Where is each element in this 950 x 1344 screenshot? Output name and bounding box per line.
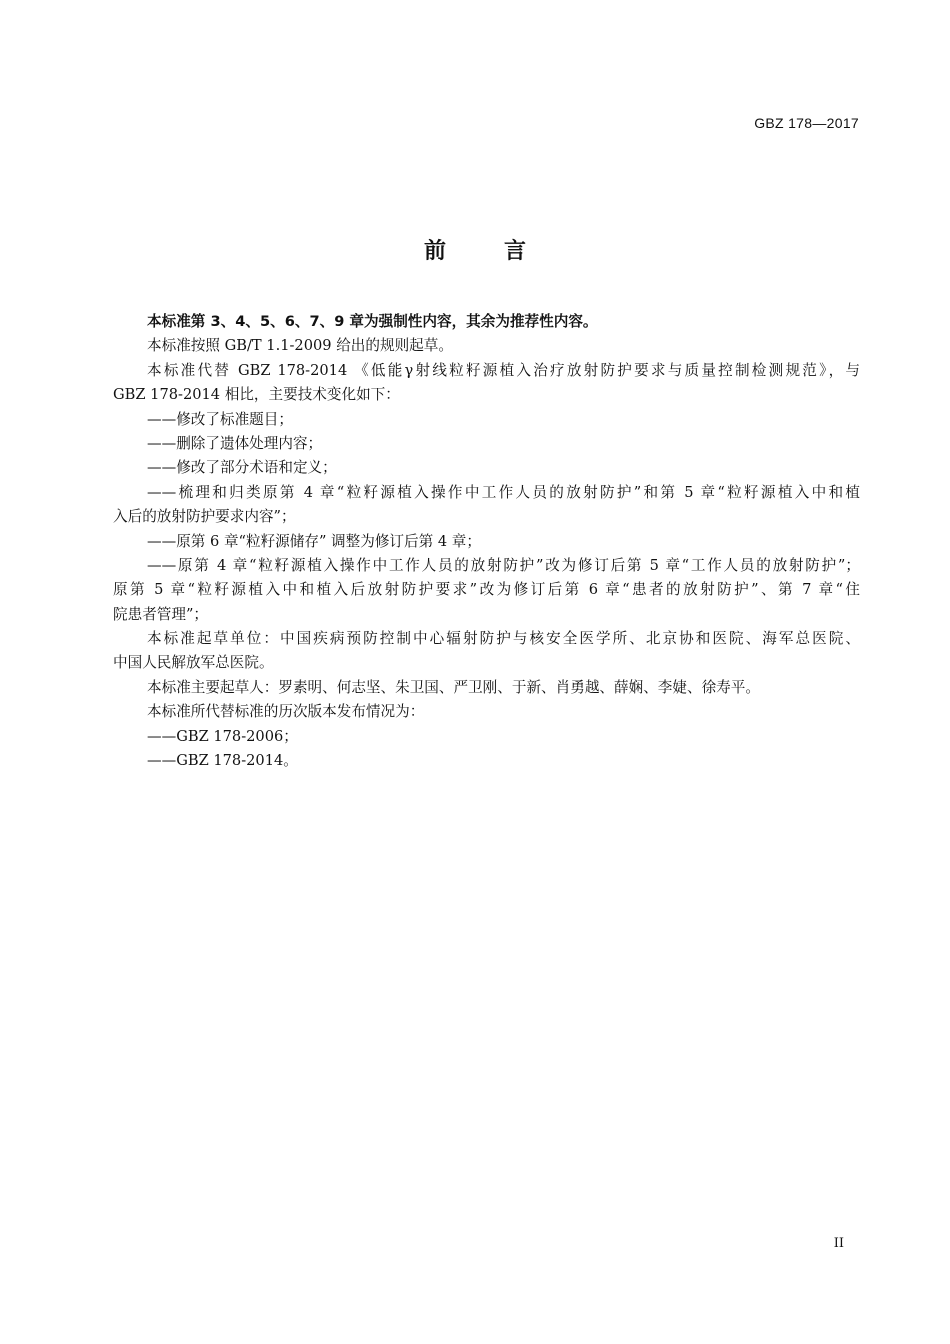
paragraph: [113, 481, 860, 530]
text-line: 本标准按照 GB/T 1.1-2009 给出的规则起草。: [147, 337, 453, 355]
paragraph: [113, 359, 860, 408]
text-line: ——修改了标准题目；: [147, 410, 293, 428]
text-line: 中国人民解放军总医院。: [113, 654, 274, 672]
paragraph: [113, 432, 860, 456]
page-number: II: [833, 1236, 844, 1251]
text-line: ——删除了遗体处理内容；: [147, 434, 323, 452]
paragraph: [113, 408, 860, 432]
text-line: 本标准起草单位：中国疾病预防控制中心辐射防护与核安全医学所、北京协和医院、海军总医院、: [147, 630, 860, 648]
paragraph: [113, 554, 860, 627]
text-line: 院患者管理”；: [113, 605, 209, 623]
paragraph: [113, 725, 860, 749]
page-title: 前言: [423, 239, 584, 264]
paragraph: [113, 310, 860, 334]
document-body: [113, 310, 860, 773]
text-line: ——梳理和归类原第 4 章“粒籽源植入操作中工作人员的放射防护”和第 5 章“粒籽源植入中和植: [147, 483, 860, 501]
paragraph: [113, 749, 860, 773]
text-line: ——GBZ 178-2006；: [147, 727, 298, 745]
paragraph: [113, 700, 860, 724]
text-line: 入后的放射防护要求内容”；: [113, 508, 296, 526]
paragraph: [113, 676, 860, 700]
text-line: ——GBZ 178-2014。: [147, 752, 298, 770]
paragraph: [113, 627, 860, 676]
paragraph: [113, 456, 860, 480]
text-line: 本标准主要起草人：罗素明、何志坚、朱卫国、严卫刚、于新、肖勇越、薛娴、李婕、徐寿平。: [147, 678, 760, 696]
text-line: 本标准所代替标准的历次版本发布情况为：: [147, 703, 425, 721]
paragraph: [113, 334, 860, 358]
text-line: ——原第 4 章“粒籽源植入操作中工作人员的放射防护”改为修订后第 5 章“工作人员的放射防护”；: [147, 556, 860, 574]
text-line: 本标准第 3、4、5、6、7、9 章为强制性内容，其余为推荐性内容。: [147, 313, 598, 330]
text-line: GBZ 178-2014 相比，主要技术变化如下：: [113, 386, 400, 404]
text-line: 本标准代替 GBZ 178-2014 《低能γ射线粒籽源植入治疗放射防护要求与质量控制检测规范》，与: [147, 361, 860, 379]
text-line: ——修改了部分术语和定义；: [147, 459, 337, 477]
paragraph: [113, 530, 860, 554]
text-line: 原第 5 章“粒籽源植入中和植入后放射防护要求”改为修订后第 6 章“患者的放射防护”、第 7 章“住: [113, 581, 860, 599]
standard-code-header: GBZ 178—2017: [754, 115, 859, 131]
text-line: ——原第 6 章“粒籽源储存” 调整为修订后第 4 章；: [147, 532, 481, 550]
